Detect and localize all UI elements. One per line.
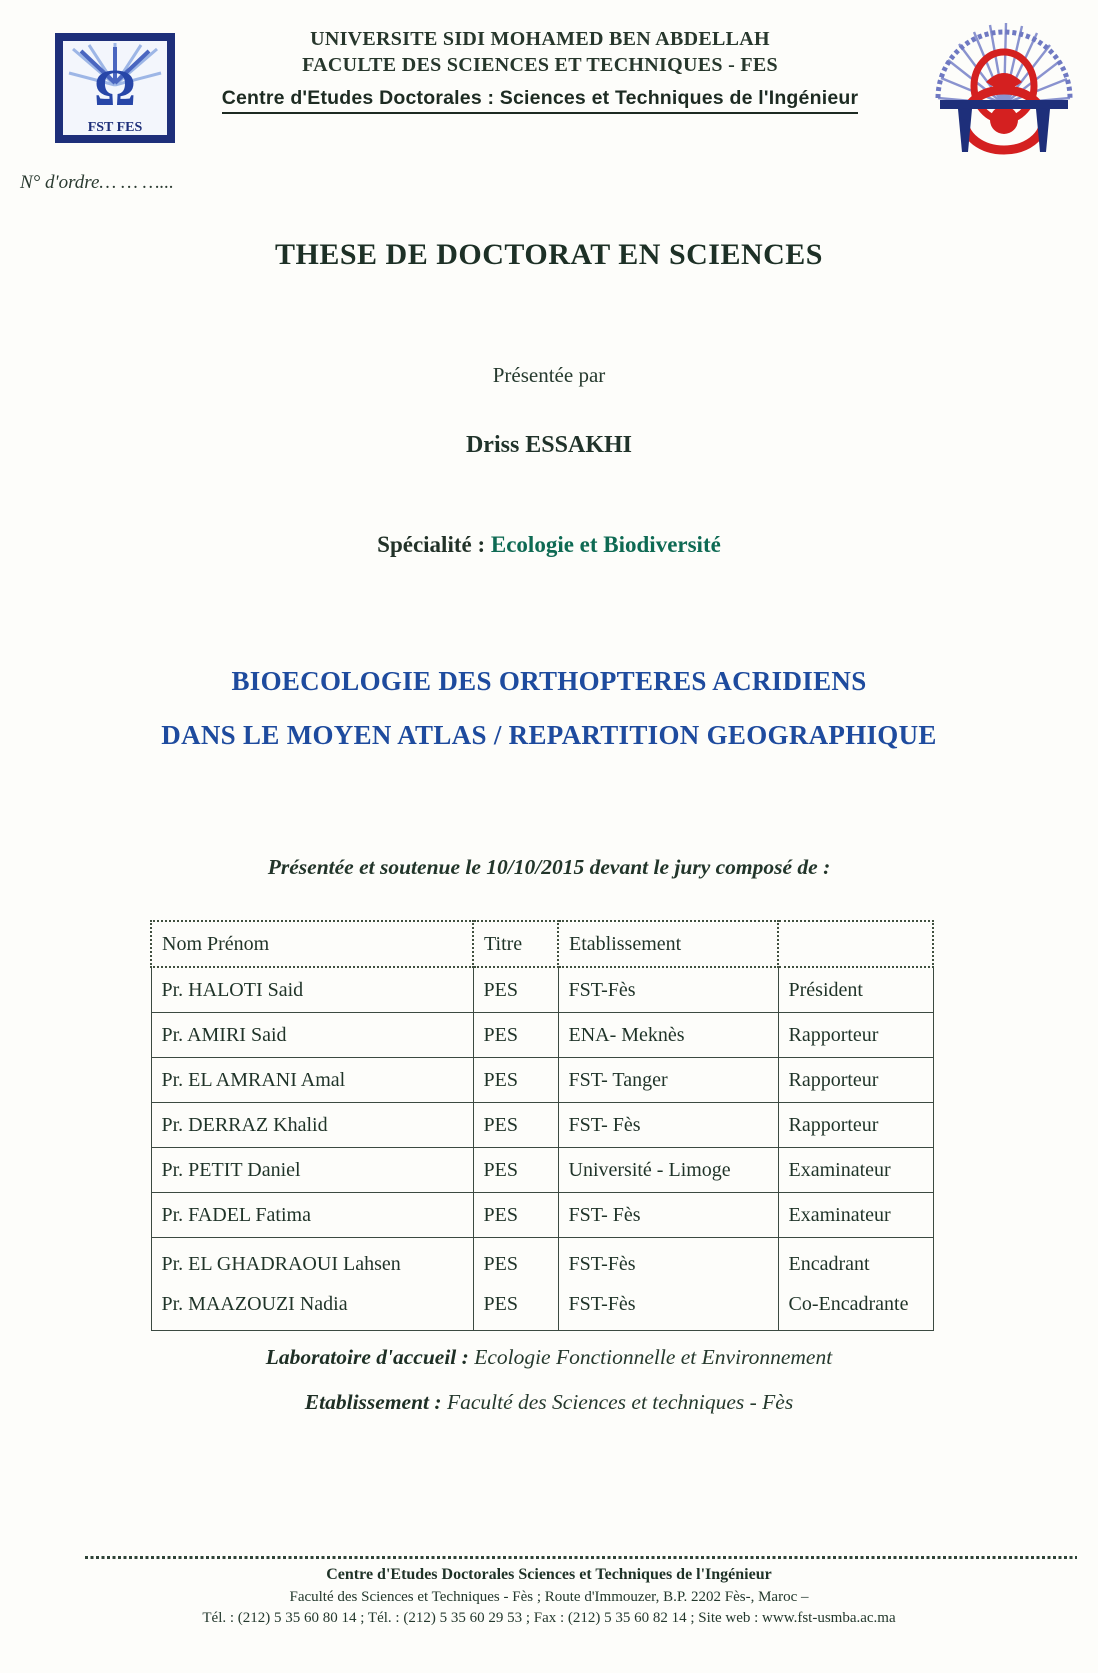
jury-header-row — [151, 921, 933, 967]
order-number: N° d'ordre… … …... — [20, 172, 174, 193]
jury-row — [151, 1058, 933, 1103]
jury-row — [151, 1013, 933, 1058]
jury-cell: Rapporteur — [778, 1013, 933, 1058]
jury-cell: PES — [473, 1103, 558, 1148]
fst-fes-logo-icon — [55, 33, 175, 143]
jury-row — [151, 967, 933, 1013]
jury-cell-line: PES — [483, 1253, 518, 1275]
svg-text:FST FES: FST FES — [87, 120, 143, 135]
jury-row — [151, 1238, 933, 1331]
jury-cell: Pr. EL AMRANI Amal — [151, 1058, 473, 1103]
jury-header-cell: Titre — [473, 921, 558, 967]
specialty-label: Spécialité : — [377, 532, 486, 557]
jury-cell: Pr. HALOTI Said — [151, 967, 473, 1013]
jury-row — [151, 1193, 933, 1238]
header — [170, 26, 910, 114]
jury-cell: Examinateur — [778, 1148, 933, 1193]
thesis-type-title: THESE DE DOCTORAT EN SCIENCES — [275, 238, 823, 271]
jury-cell: ENA- Meknès — [558, 1013, 778, 1058]
thesis-title-line2: DANS LE MOYEN ATLAS / REPARTITION GEOGRAPHIQUE — [161, 720, 937, 750]
jury-row — [151, 1148, 933, 1193]
jury-cell: Pr. AMIRI Said — [151, 1013, 473, 1058]
doctoral-center-line: Centre d'Etudes Doctorales : Sciences et Techniques de l'Ingénieur — [222, 87, 859, 114]
author-name: Driss ESSAKHI — [465, 432, 633, 458]
jury-cell-line: Pr. MAAZOUZI Nadia — [161, 1293, 348, 1315]
footer-center-name: Centre d'Etudes Doctorales Sciences et Techniques de l'Ingénieur — [326, 1566, 772, 1583]
jury-row — [151, 1103, 933, 1148]
usmba-logo-icon — [928, 12, 1080, 162]
jury-cell: Président — [778, 967, 933, 1013]
fst-fes-logo — [55, 33, 175, 143]
footer-address: Faculté des Sciences et Techniques - Fès ; Route d'Immouzer, B.P. 2202 Fès-, Maroc – — [289, 1589, 809, 1605]
presented-by-label: Présentée par — [492, 363, 606, 387]
footer-contacts: Tél. : (212) 5 35 60 80 14 ; Tél. : (212) 5 35 60 29 53 ; Fax : (212) 5 35 60 82 14 ; Site web : www.fst-usmba.ac.ma — [202, 1610, 896, 1626]
jury-cell: FST-Fès — [558, 967, 778, 1013]
jury-cell: Pr. PETIT Daniel — [151, 1148, 473, 1193]
jury-cell — [558, 1238, 778, 1331]
specialty-line — [0, 532, 1098, 558]
jury-cell: Pr. DERRAZ Khalid — [151, 1103, 473, 1148]
jury-cell: PES — [473, 1193, 558, 1238]
jury-cell: FST- Tanger — [558, 1058, 778, 1103]
jury-table — [150, 920, 934, 1331]
host-lab-line — [0, 1345, 1098, 1370]
university-name: UNIVERSITE SIDI MOHAMED BEN ABDELLAH — [310, 28, 770, 50]
host-lab-label: Laboratoire d'accueil : — [265, 1345, 469, 1369]
jury-header-cell: Etablissement — [558, 921, 778, 967]
jury-cell-line: PES — [483, 1293, 518, 1315]
establishment-label: Etablissement : — [304, 1390, 442, 1414]
jury-cell — [473, 1238, 558, 1331]
jury-cell: PES — [473, 967, 558, 1013]
svg-text:Ω: Ω — [94, 60, 136, 117]
jury-cell-line: FST-Fès — [568, 1293, 636, 1315]
jury-cell-line: Pr. EL GHADRAOUI Lahsen — [161, 1253, 401, 1275]
faculty-name: FACULTE DES SCIENCES ET TECHNIQUES - FES — [302, 54, 778, 76]
jury-cell: Rapporteur — [778, 1058, 933, 1103]
jury-cell: PES — [473, 1058, 558, 1103]
jury-header-cell: Nom Prénom — [151, 921, 473, 967]
jury-cell: Examinateur — [778, 1193, 933, 1238]
jury-cell: PES — [473, 1148, 558, 1193]
jury-cell — [151, 1238, 473, 1331]
thesis-title-line1: BIOECOLOGIE DES ORTHOPTERES ACRIDIENS — [231, 666, 867, 696]
establishment-line — [0, 1390, 1098, 1415]
jury-cell: FST- Fès — [558, 1193, 778, 1238]
jury-cell: FST- Fès — [558, 1103, 778, 1148]
jury-header-cell — [778, 921, 933, 967]
jury-cell — [778, 1238, 933, 1331]
jury-cell-line: FST-Fès — [568, 1253, 636, 1275]
usmba-logo — [928, 12, 1080, 162]
specialty-value: Ecologie et Biodiversité — [490, 532, 721, 557]
establishment-value: Faculté des Sciences et techniques - Fès — [446, 1390, 794, 1414]
jury-cell: Rapporteur — [778, 1103, 933, 1148]
jury-table-wrap — [150, 920, 934, 1331]
footer-divider — [85, 1556, 1077, 1559]
jury-cell: PES — [473, 1013, 558, 1058]
jury-cell-line: Co-Encadrante — [788, 1293, 909, 1315]
host-lab-value: Ecologie Fonctionnelle et Environnement — [474, 1345, 833, 1369]
jury-cell-line: Encadrant — [788, 1253, 870, 1275]
defense-line: Présentée et soutenue le 10/10/2015 devant le jury composé de : — [267, 855, 831, 879]
jury-cell: Université - Limoge — [558, 1148, 778, 1193]
jury-cell: Pr. FADEL Fatima — [151, 1193, 473, 1238]
